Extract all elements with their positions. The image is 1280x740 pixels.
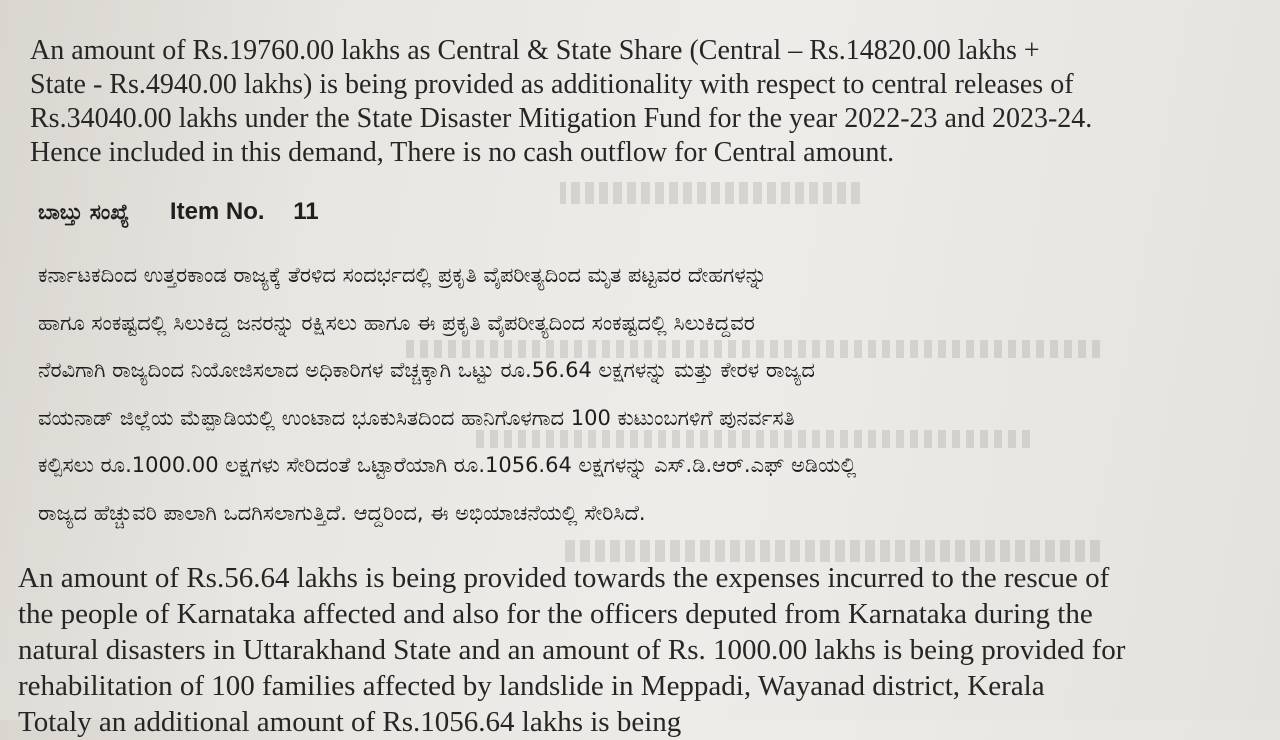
item-heading: [38, 198, 319, 226]
item-number: 11: [293, 198, 319, 225]
text-line: Totaly an additional amount of Rs.1056.64 lakhs is being: [18, 706, 682, 738]
text-line: ವಯನಾಡ್ ಜಿಲ್ಲೆಯ ಮೆಪ್ಪಾಡಿಯಲ್ಲಿ ಉಂಟಾದ ಭೂಕುಸಿತದಿಂದ ಹಾನಿಗೊಳಗಾದ 100 ಕುಟುಂಬಗಳಿಗೆ ಪುನರ್ವಸತಿ: [38, 405, 795, 430]
item-heading-label: Item No.: [169, 198, 265, 225]
text-line: rehabilitation of 100 families affected by landslide in Meppadi, Wayanad district, Kerala: [18, 670, 1045, 702]
text-line: ರಾಜ್ಯದ ಹೆಚ್ಚುವರಿ ಪಾಲಾಗಿ ಒದಗಿಸಲಾಗುತ್ತಿದೆ. ಆದ್ದರಿಂದ, ಈ ಅಭಿಯಾಚನೆಯಲ್ಲಿ ಸೇರಿಸಿದೆ.: [38, 500, 646, 525]
text-line: Rs.34040.00 lakhs under the State Disaster Mitigation Fund for the year 2022-23 and 2023-24.: [30, 103, 1093, 134]
text-line: State - Rs.4940.00 lakhs) is being provided as additionality with respect to central releases of: [30, 69, 1074, 100]
text-line: the people of Karnataka affected and also for the officers deputed from Karnataka during the: [18, 598, 1093, 630]
text-line: An amount of Rs.56.64 lakhs is being provided towards the expenses incurred to the rescue of: [18, 562, 1110, 594]
item-heading-kannada: ಬಾಬ್ತು ಸಂಖ್ಯೆ: [38, 200, 130, 224]
kannada-paragraph: [38, 252, 856, 537]
bleed-through-mark: [560, 182, 860, 204]
text-line: ಕಲ್ಪಿಸಲು ರೂ.1000.00 ಲಕ್ಷಗಳು ಸೇರಿದಂತೆ ಒಟ್ಟಾರೆಯಾಗಿ ರೂ.1056.64 ಲಕ್ಷಗಳನ್ನು ಎಸ್.ಡಿ.ಆರ್.ಎಫ್ ಅಡಿಯಲ್ಲಿ: [38, 453, 857, 477]
text-line: ಹಾಗೂ ಸಂಕಷ್ಟದಲ್ಲಿ ಸಿಲುಕಿದ್ದ ಜನರನ್ನು ರಕ್ಷಿಸಲು ಹಾಗೂ ಈ ಪ್ರಕೃತಿ ವೈಪರೀತ್ಯದಿಂದ ಸಂಕಷ್ಟದಲ್ಲಿ ಸಿಲುಕಿದ್ದವರ: [38, 310, 755, 335]
english-paragraph-1: [30, 34, 1092, 170]
text-line: Hence included in this demand, There is no cash outflow for Central amount.: [30, 137, 895, 168]
bleed-through-mark: [560, 540, 1100, 562]
text-line: ಕರ್ನಾಟಕದಿಂದ ಉತ್ತರಕಾಂಡ ರಾಜ್ಯಕ್ಕೆ ತೆರಳಿದ ಸಂದರ್ಭದಲ್ಲಿ ಪ್ರಕೃತಿ ವೈಪರೀತ್ಯದಿಂದ ಮೃತ ಪಟ್ಟವರ ದೇಹಗಳನ್ನು: [38, 263, 767, 287]
text-line: natural disasters in Uttarakhand State and an amount of Rs. 1000.00 lakhs is being provided for: [18, 634, 1126, 666]
english-paragraph-2: [18, 560, 1125, 740]
text-line: ನೆರವಿಗಾಗಿ ರಾಜ್ಯದಿಂದ ನಿಯೋಜಿಸಲಾದ ಅಧಿಕಾರಿಗಳ ವೆಚ್ಚಕ್ಕಾಗಿ ಒಟ್ಟು ರೂ.56.64 ಲಕ್ಷಗಳನ್ನು ಮತ್ತು ಕೇರಳ ರಾಜ್ಯದ: [38, 358, 815, 382]
text-line: An amount of Rs.19760.00 lakhs as Central & State Share (Central – Rs.14820.00 lakhs +: [30, 35, 1040, 66]
